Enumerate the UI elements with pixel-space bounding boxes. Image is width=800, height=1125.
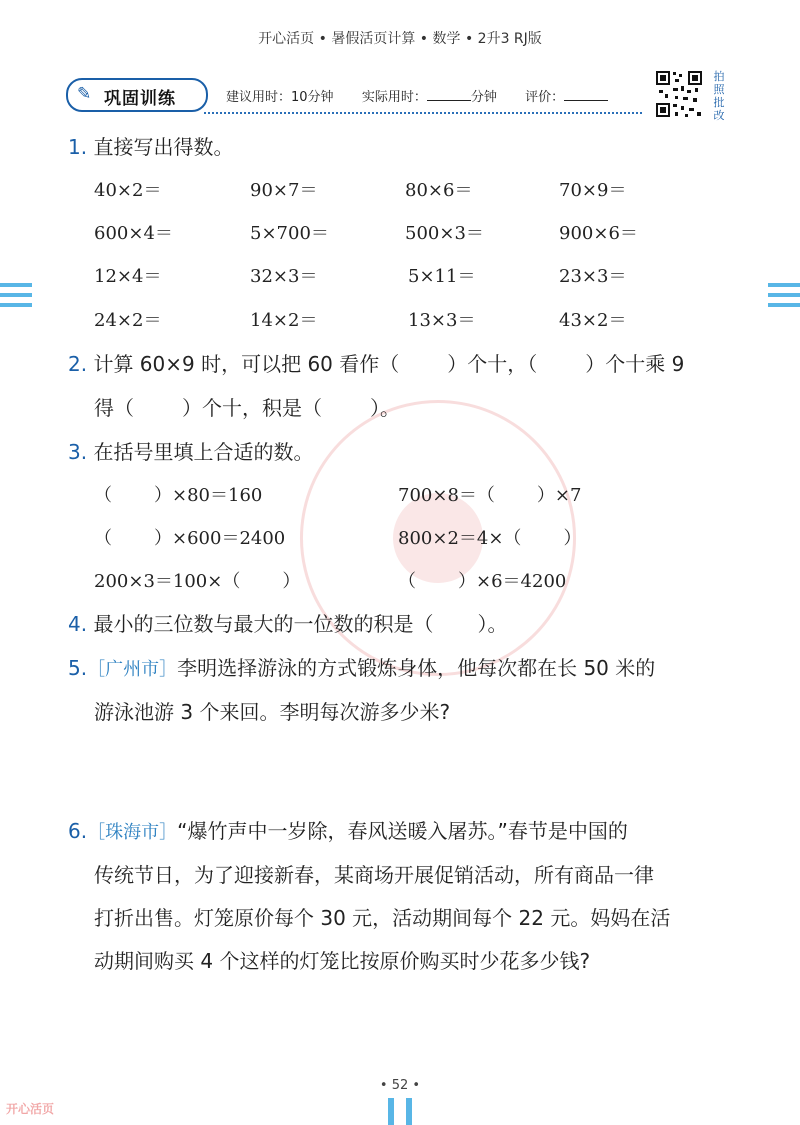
page-number: • 52 •	[379, 1078, 421, 1093]
question-text: ）。	[370, 396, 400, 420]
question-number: 1.	[68, 135, 88, 159]
question-text: ）个十，（	[447, 352, 538, 376]
question-text: 计算 60×9 时，可以把 60 看作（	[93, 352, 400, 376]
fill-text: ）×600＝2400	[154, 528, 286, 549]
question-6-continued: 传统节日，为了迎接新春，某商场开展促销活动，所有商品一律	[94, 863, 654, 887]
photo-grading-note: 拍照批改	[713, 70, 725, 122]
question-4	[68, 608, 507, 637]
question-text: ）。	[477, 612, 508, 636]
question-number: 2.	[68, 352, 88, 376]
rating-blank[interactable]	[564, 88, 608, 101]
calc-item: 600×4＝	[94, 223, 173, 244]
calc-item: 900×6＝	[559, 223, 638, 244]
right-margin-mark	[768, 303, 800, 307]
calc-item: 13×3＝	[408, 310, 476, 331]
question-number: 4.	[68, 612, 88, 636]
running-header: 开心活页 • 暑假活页计算 • 数学 • 2升3 RJ版	[258, 31, 542, 47]
region-tag: ［广州市］	[87, 659, 178, 680]
actual-time-blank[interactable]	[427, 88, 471, 101]
calc-item: 40×2＝	[94, 180, 162, 201]
calc-item: 80×6＝	[405, 180, 473, 201]
fill-in-item	[398, 481, 581, 507]
bottom-bar	[406, 1098, 412, 1125]
question-5-continued: 游泳池游 3 个来回。李明每次游多少米?	[94, 700, 451, 724]
corner-logo: 开心活页	[6, 1102, 55, 1116]
question-3	[68, 436, 313, 465]
left-margin-mark	[0, 293, 32, 297]
calc-item: 43×2＝	[559, 310, 627, 331]
actual-time-label: 实际用时：	[361, 90, 427, 105]
question-6-continued: 动期间购买 4 个这样的灯笼比按原价购买时少花多少钱?	[94, 949, 591, 973]
fill-text: （	[94, 528, 112, 549]
question-text: ）个十，积是（	[182, 396, 322, 420]
calc-item: 70×9＝	[559, 180, 627, 201]
calc-item: 500×3＝	[405, 223, 484, 244]
question-6	[68, 815, 628, 844]
calc-item: 5×700＝	[250, 223, 329, 244]
fill-in-item	[94, 481, 262, 507]
pencil-icon: ✎	[77, 84, 92, 104]
fill-text: （	[398, 571, 416, 592]
fill-text: ）×6＝4200	[458, 571, 567, 592]
actual-time-unit: 分钟	[470, 90, 497, 105]
section-title: 巩固训练	[104, 89, 176, 109]
calc-item: 24×2＝	[94, 310, 162, 331]
question-number: 6.	[68, 819, 88, 843]
question-2	[68, 348, 684, 377]
region-tag: ［珠海市］	[87, 822, 178, 843]
time-info	[226, 86, 608, 105]
fill-text: 700×8＝（	[398, 485, 495, 506]
question-1	[68, 131, 233, 160]
calc-item: 12×4＝	[94, 266, 162, 287]
fill-in-item	[94, 524, 285, 550]
question-text: 在括号里填上合适的数。	[93, 440, 314, 464]
fill-in-item	[398, 524, 581, 550]
fill-in-item	[398, 567, 566, 593]
bottom-bar	[388, 1098, 394, 1125]
left-margin-mark	[0, 303, 32, 307]
dotted-divider	[204, 112, 642, 114]
section-banner	[66, 78, 208, 112]
fill-text: （	[94, 485, 112, 506]
question-text: 最小的三位数与最大的一位数的积是（	[93, 612, 434, 636]
calc-item: 14×2＝	[250, 310, 318, 331]
suggested-time-value: 10分钟	[291, 90, 334, 105]
question-text: 得（	[94, 396, 134, 420]
right-margin-mark	[768, 283, 800, 287]
calc-item: 90×7＝	[250, 180, 318, 201]
fill-text: ）×80＝160	[154, 485, 263, 506]
answer-area[interactable]	[94, 985, 734, 1065]
question-text: 直接写出得数。	[93, 135, 234, 159]
fill-text: 200×3＝100×（	[94, 571, 241, 592]
question-text: “爆竹声中一岁除，春风送暖入屠苏。”春节是中国的	[177, 819, 628, 843]
question-number: 5.	[68, 656, 88, 680]
suggested-time-label: 建议用时：	[226, 90, 292, 105]
question-text: ）个十乘 9	[585, 352, 685, 376]
calc-item: 5×11＝	[408, 266, 476, 287]
question-number: 3.	[68, 440, 88, 464]
calc-item: 23×3＝	[559, 266, 627, 287]
question-5	[68, 652, 655, 681]
fill-text: 800×2＝4×（	[398, 528, 522, 549]
question-text: 李明选择游泳的方式锻炼身体，他每次都在长 50 米的	[177, 656, 656, 680]
fill-text: ）×7	[536, 485, 582, 506]
qr-code-icon	[655, 70, 703, 118]
calc-item: 32×3＝	[250, 266, 318, 287]
question-2-continued	[94, 392, 400, 421]
fill-in-item	[94, 567, 300, 593]
right-margin-mark	[768, 293, 800, 297]
question-6-continued: 打折出售。灯笼原价每个 30 元，活动期间每个 22 元。妈妈在活	[94, 906, 671, 930]
fill-text: ）	[282, 571, 301, 592]
rating-label: 评价：	[525, 90, 565, 105]
answer-area[interactable]	[94, 735, 734, 805]
fill-text: ）	[563, 528, 582, 549]
left-margin-mark	[0, 283, 32, 287]
